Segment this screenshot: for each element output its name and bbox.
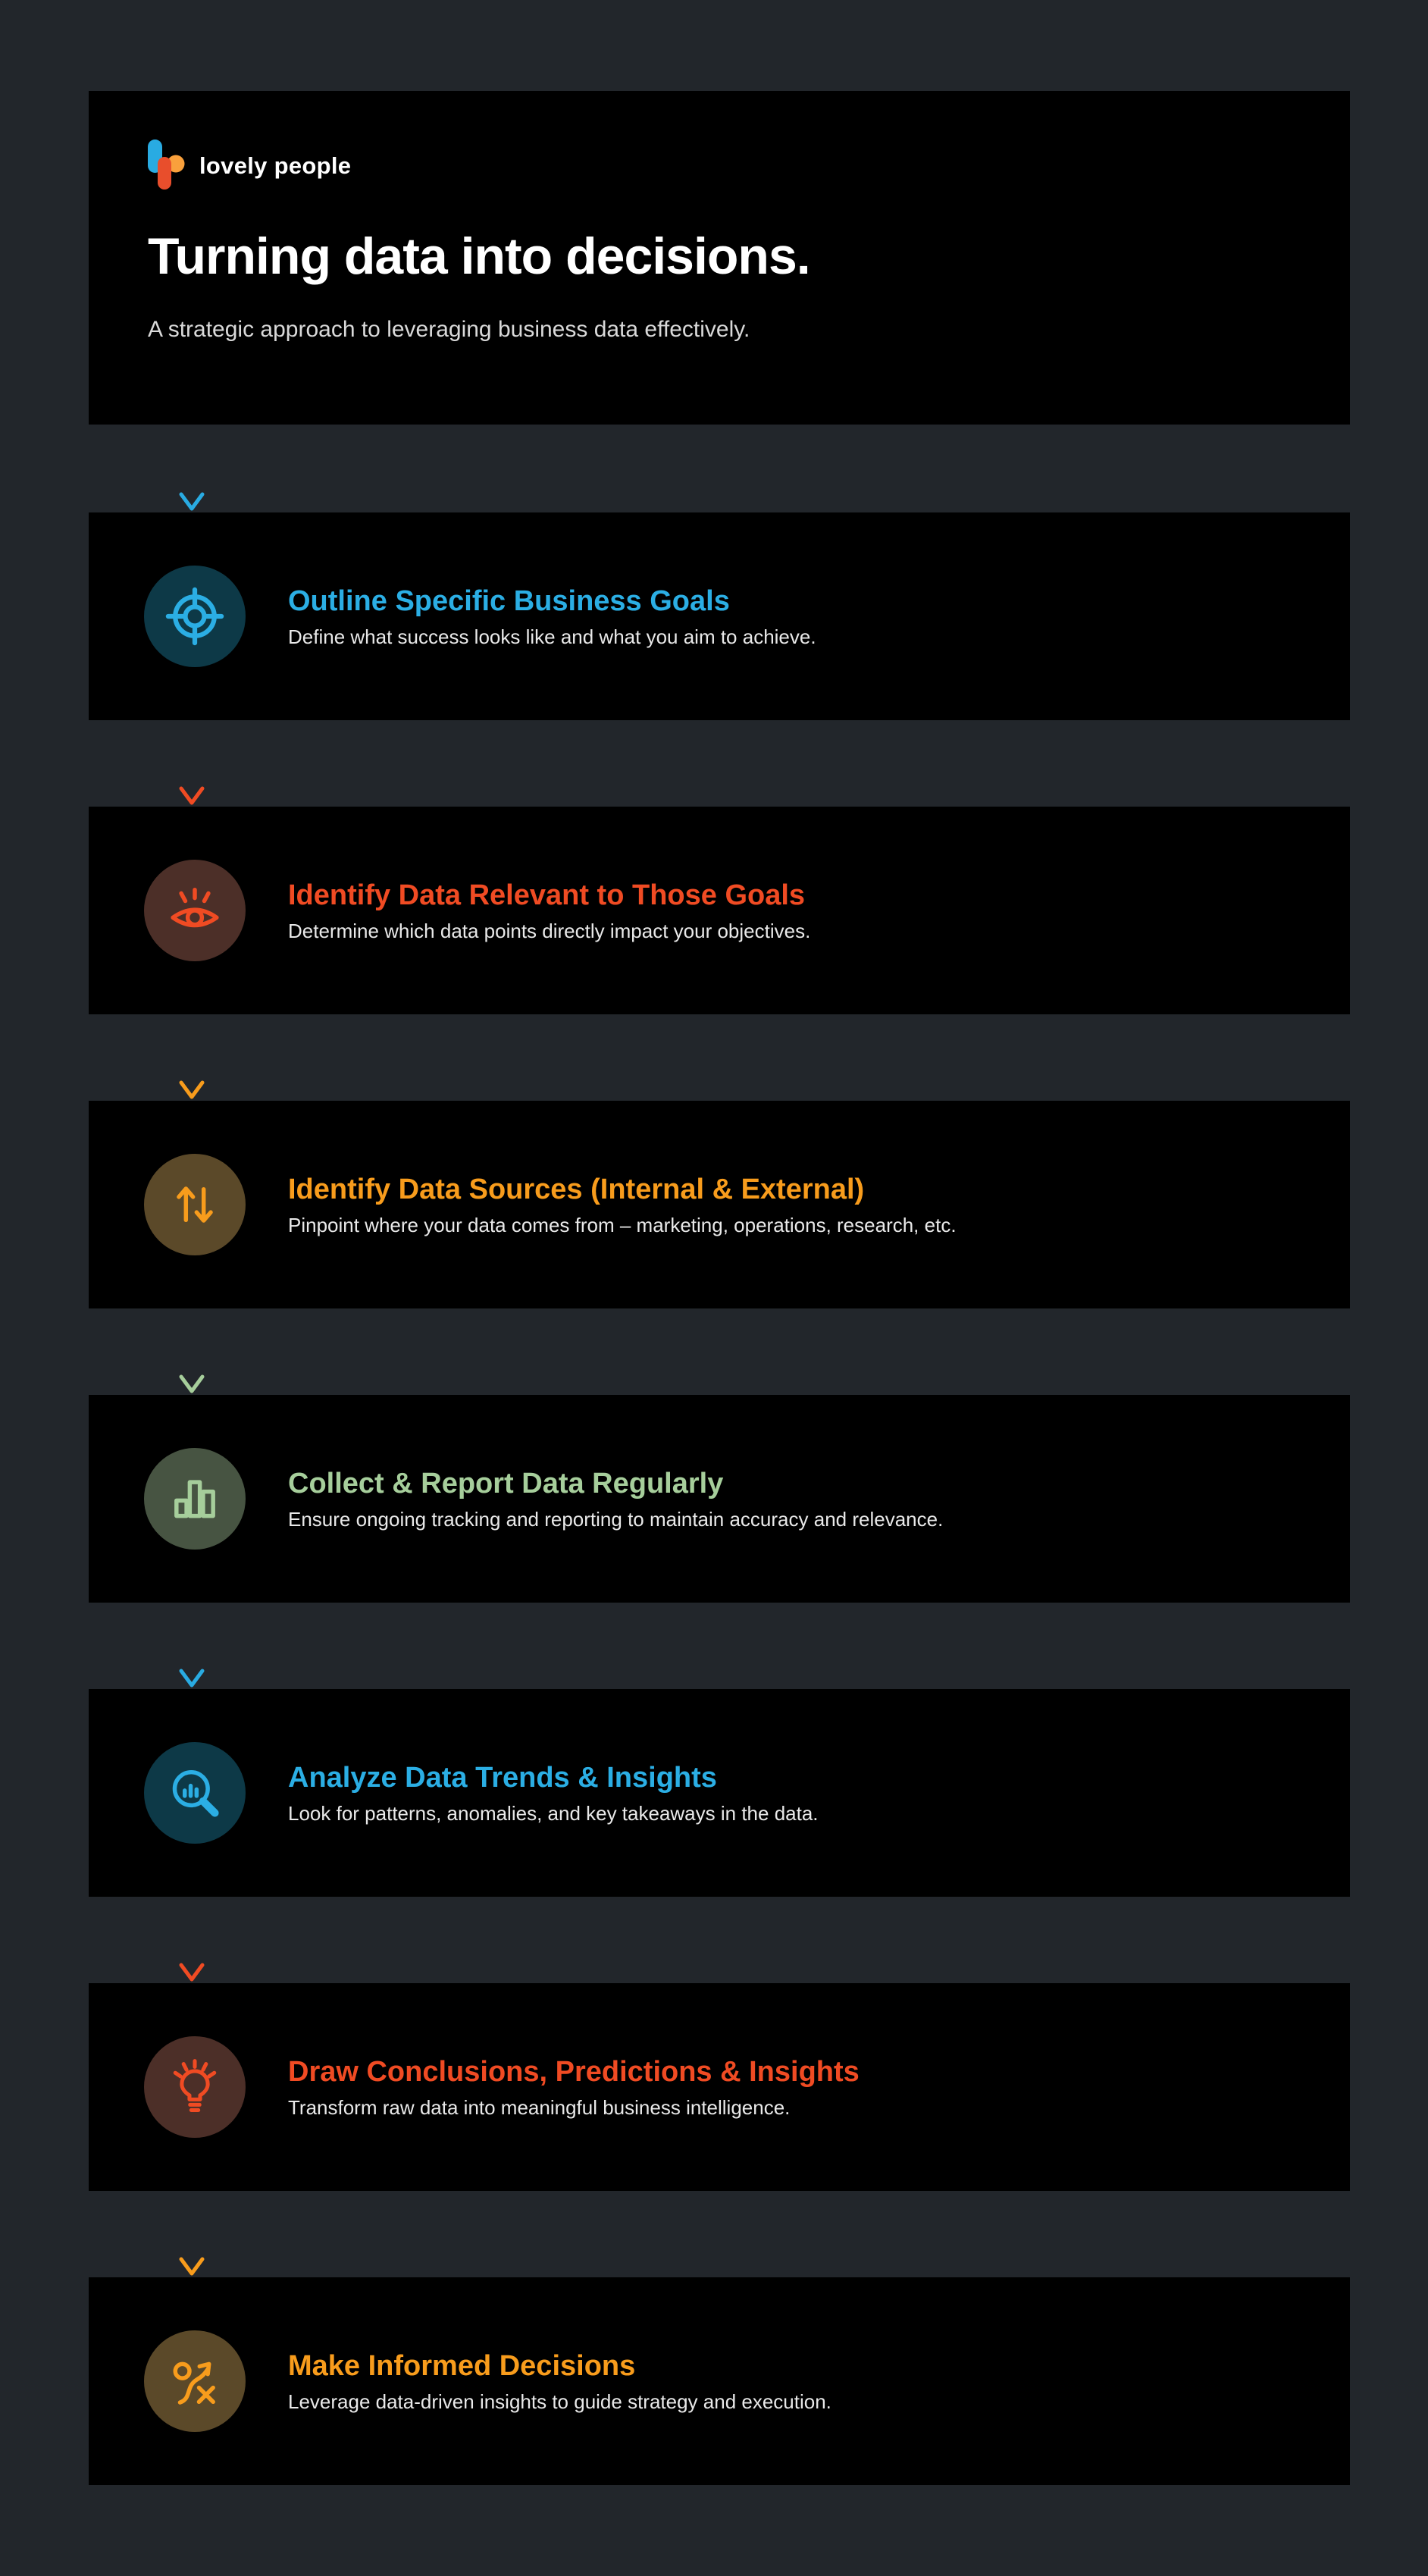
down-arrow-icon [177, 1308, 207, 1395]
step-card-2 [89, 807, 1350, 1014]
down-arrow-icon [177, 1603, 207, 1689]
step-icon-circle [144, 2036, 246, 2138]
down-arrow-icon [177, 720, 207, 807]
flow-arrow-gap [89, 425, 1350, 512]
step-description: Leverage data-driven insights to guide strategy and execution. [288, 2390, 831, 2413]
step-title: Collect & Report Data Regularly [288, 1467, 724, 1500]
step-description: Look for patterns, anomalies, and key takeaways in the data. [288, 1801, 819, 1825]
flow-arrow-gap [89, 1308, 1350, 1395]
page-title: Turning data into decisions. [148, 227, 810, 285]
logo-row [148, 91, 1350, 193]
eye-icon [165, 881, 224, 940]
step-description: Define what success looks like and what you aim to achieve. [288, 625, 816, 648]
step-card-4 [89, 1395, 1350, 1603]
step-description: Pinpoint where your data comes from – marketing, operations, research, etc. [288, 1213, 957, 1236]
step-card-5 [89, 1689, 1350, 1897]
down-arrow-icon [177, 425, 207, 512]
step-icon-circle [144, 1154, 246, 1255]
step-title: Identify Data Sources (Internal & External) [288, 1173, 865, 1205]
flow-arrow-gap [89, 2191, 1350, 2277]
bar-chart-icon [165, 1469, 224, 1528]
step-title: Draw Conclusions, Predictions & Insights [288, 2055, 860, 2088]
step-title: Make Informed Decisions [288, 2349, 636, 2382]
down-arrow-icon [177, 2191, 207, 2277]
flow-arrow-gap [89, 720, 1350, 807]
lovely-people-logo-icon [148, 139, 186, 193]
step-icon-circle [144, 2330, 246, 2432]
step-icon-circle [144, 1742, 246, 1844]
step-icon-circle [144, 860, 246, 961]
flow-arrow-gap [89, 1897, 1350, 1983]
step-title: Outline Specific Business Goals [288, 584, 730, 617]
header-card [89, 91, 1350, 425]
sort-arrows-icon [165, 1175, 224, 1234]
down-arrow-icon [177, 1897, 207, 1983]
flow-arrow-gap [89, 1014, 1350, 1101]
step-card-7 [89, 2277, 1350, 2485]
step-description: Transform raw data into meaningful business intelligence. [288, 2095, 791, 2119]
step-card-3 [89, 1101, 1350, 1308]
infographic-stack [89, 91, 1350, 2485]
down-arrow-icon [177, 1014, 207, 1101]
flow-arrow-gap [89, 1603, 1350, 1689]
strategy-icon [165, 2352, 224, 2411]
magnifier-chart-icon [165, 1763, 224, 1822]
lightbulb-icon [165, 2057, 224, 2117]
step-card-6 [89, 1983, 1350, 2191]
step-icon-circle [144, 1448, 246, 1550]
step-card-1 [89, 512, 1350, 720]
step-icon-circle [144, 566, 246, 667]
step-title: Analyze Data Trends & Insights [288, 1761, 717, 1794]
step-title: Identify Data Relevant to Those Goals [288, 879, 806, 911]
target-icon [165, 587, 224, 646]
page-subtitle: A strategic approach to leveraging business data effectively. [148, 317, 750, 342]
step-description: Ensure ongoing tracking and reporting to maintain accuracy and relevance. [288, 1507, 944, 1531]
logo-text: lovely people [199, 152, 352, 179]
step-description: Determine which data points directly impact your objectives. [288, 919, 811, 942]
